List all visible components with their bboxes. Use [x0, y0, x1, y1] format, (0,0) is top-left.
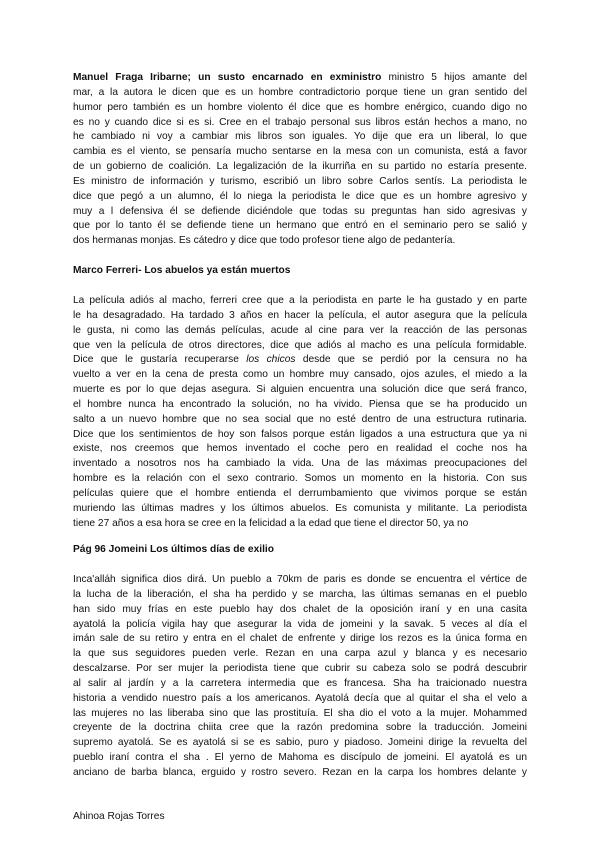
article-heading: Marco Ferreri- Los abuelos ya están muertos — [73, 265, 291, 276]
text-line: inventado a nosotros nos ha cambiado la vida. Una de las máximas preocupaciones del — [73, 458, 527, 470]
text-line: vuelto a ver en la cena de presta como un hombre muy cansado, ojos azules, el miedo a la — [73, 369, 527, 381]
text-line: Dice que los sentimientos de hoy son falsos porque están ligados a una estructura que ya ni — [73, 428, 527, 440]
text-line: la que sus seguidores pueden verle. Rezan en una carpa azul y blanca y es necesario — [73, 648, 527, 660]
text-line: dos hermanas monjas. Es cátedro y dice que todo profesor tiene algo de pedantería. — [73, 235, 456, 247]
article-jomeini — [73, 573, 527, 781]
text-line: el hombre nunca ha encontrado la solución, no ha vivido. Piensa que se ha producido un — [73, 398, 527, 410]
text-line: salto a un nuevo hombre que no sea social que no esté dentro de una estructura rutinaria. — [73, 413, 527, 425]
text-line: ayatolá la policía vigila hay que asegurar la vida de jomeini y la savak. 5 veces al día el — [73, 618, 527, 630]
text-line: han sido muy frías en este pueblo hay dos chalet de la oposición iraní y en una casita — [73, 603, 527, 615]
text-line: es no y cuando dice si es si. Cree en el trabajo personal sus libros están hechos a mano, no — [73, 116, 527, 128]
article-ferreri — [73, 294, 527, 532]
text-line: historia a vendido nuestro país a los americanos. Ayatolá decía que al quitar el sha el velo a — [73, 692, 527, 704]
text-line: las mujeres no las liberaba sino que las prostituía. El sha dio el voto a la mujer. Mohammed — [73, 707, 527, 719]
text-line: La película adiós al macho, ferreri cree que a la periodista en parte le ha gustado y en parte — [73, 295, 527, 306]
article-fraga — [73, 71, 527, 249]
italic-title: los chicos — [246, 354, 296, 366]
text-line: películas quiere que el hombre entienda el derrumbamiento que vivimos porque se están — [73, 487, 527, 499]
text-line — [73, 71, 527, 86]
text-line: cambia es el viento, se pensaría mucho sentarse en la mesa con un comunista, está a favor — [73, 146, 527, 158]
text-segment: Dice que le gustaría recuperarse — [73, 354, 247, 366]
text-line: he cambiado ni voy a cambiar mis libros son iguales. Yo dije que era un liberal, lo que — [73, 131, 527, 143]
text-line: supremo ayatolá. Se es ayatolá si se es sabio, puro y piadoso. Jomeini dirige la revuelta del — [73, 737, 527, 749]
text-line: muy a l defensiva él se defiende diciéndole que todas su preguntas han sido agresivas y — [73, 205, 527, 217]
text-line: hombre es la relación con el sexo contrario. Somos un momento en la historia. Con sus — [73, 473, 527, 485]
text-line: al salir al jardín y a la carretera intermedia que es francesa. Sha ha traicionado nuestra — [73, 677, 527, 689]
text-line: Es ministro de información y turismo, escribió un libro sobre Carlos sentís. La periodista le — [73, 175, 527, 187]
text-line: Inca'alláh significa dios dirá. Un pueblo a 70km de paris es donde se encuentra el vértice de — [73, 574, 527, 585]
text-line: de un gobierno de coalición. La legalización de la ikurriña en su partido no estaría presente. — [73, 161, 527, 173]
text-line: humor pero también es un hombre violento él dice que es hombre enérgico, cuando digo no — [73, 101, 527, 113]
text-line: existe, nos creemos que hemos inventado el coche pero en realidad el coche nos ha — [73, 443, 527, 455]
article-heading: Pág 96 Jomeini Los últimos días de exilio — [73, 544, 274, 555]
text-line: tiene 27 años a esa hora se cree en la felicidad a la edad que tiene el director 50, ya no — [73, 517, 469, 529]
text-line: creyente de la doctrina chiita cree que la razón predomina sobre la traducción. Jomeini — [73, 722, 527, 734]
text-line: le gusta, ni como las demás películas, acude al cine para ver la reacción de las personas — [73, 324, 527, 336]
text-line — [73, 353, 527, 368]
text-line: imán sale de su retiro y entra en el chalet de enfrente y dirige los rezos es la única forma en — [73, 633, 527, 645]
text-line: pueblo iraní contra el sha . El yerno de Mahoma es discípulo de jomeini. El ayatolá es un — [73, 752, 527, 764]
article-heading: Manuel Fraga Iribarne; un susto encarnado en exministro — [73, 72, 382, 83]
text-line: mar, a la autora le dicen que es un hombre contradictorio porque tiene un gran sentido del — [73, 86, 527, 98]
text-line: muerte es por lo que dejas asegura. Si alguien encuentra una solución dice que será franco, — [73, 384, 527, 396]
text-line-rest: ministro 5 hijos amante del — [381, 72, 527, 83]
text-line: la lucha de la liberación, el sha ha perdido y se marcha, las últimas semanas en el pueblo — [73, 588, 527, 600]
text-line: que por lo tanto él se defiende tiene un hermano que entró en el seminario pero se salió y — [73, 220, 527, 232]
text-line: anciano de barba blanca, erguido y rostro severo. Rezan en la carpa los hombres delante y — [73, 766, 527, 778]
text-line: le ha desagradado. Ha tardado 3 años en hacer la película, el autor asegura que la película — [73, 309, 527, 321]
text-line: dice que pegó a un alumno, él lo niega la periodista le dice que es un hombre agresivo y — [73, 190, 527, 202]
text-segment: desde que se perdió por la censura no ha — [295, 354, 527, 366]
footer-author: Ahinoa Rojas Torres — [73, 811, 165, 822]
text-line: muriendo las últimas madres y los últimos abuelos. Es comunista y militante. La periodista — [73, 502, 527, 514]
text-line: que ven la película de otros directores, dice que adiós al macho es una película formidable. — [73, 339, 527, 351]
text-line: descalzarse. Por ser mujer la periodista tiene que cubrir su cabeza solo se podrá descubrir — [73, 663, 527, 675]
